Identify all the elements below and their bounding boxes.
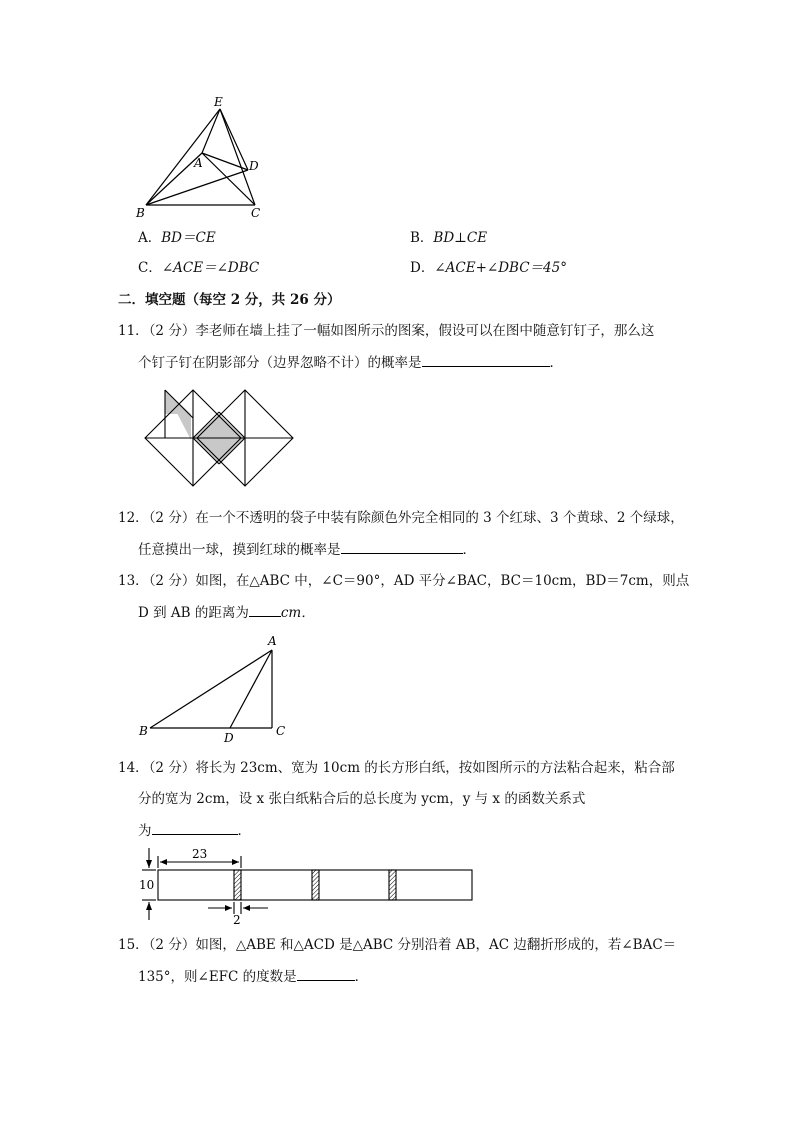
question-score: （2 分） bbox=[148, 937, 196, 953]
answer-blank[interactable] bbox=[341, 539, 463, 554]
q14-line1 bbox=[118, 758, 675, 778]
segment-ac bbox=[202, 153, 255, 205]
label-a: A bbox=[268, 634, 277, 648]
option-text: ∠ACE＝∠DBC bbox=[161, 260, 260, 276]
question-text: 任意摸出一球，摸到红球的概率是 bbox=[138, 542, 341, 558]
option-text: BD⊥CE bbox=[433, 230, 488, 246]
option-letter: C． bbox=[138, 260, 162, 276]
option-text: ∠ACE+∠DBC＝45° bbox=[434, 260, 567, 276]
answer-blank[interactable] bbox=[249, 602, 281, 617]
q12-line1 bbox=[118, 508, 684, 528]
segment-bd bbox=[146, 170, 248, 205]
label-a: A bbox=[194, 156, 203, 170]
answer-blank[interactable] bbox=[422, 352, 550, 367]
question-text: 李老师在墙上挂了一幅如图所示的图案，假设可以在图中随意钉钉子，那么这 bbox=[195, 323, 655, 339]
q14-figure bbox=[136, 846, 481, 926]
question-end: ． bbox=[237, 823, 251, 839]
question-number: 14． bbox=[118, 760, 149, 776]
section-heading: 二．填空题（每空 2 分，共 26 分） bbox=[118, 292, 341, 308]
q13-figure bbox=[136, 634, 296, 744]
option-text: BD＝CE bbox=[161, 230, 216, 246]
question-text: 为 bbox=[138, 823, 152, 839]
label-e: E bbox=[214, 95, 223, 109]
label-b: B bbox=[139, 724, 148, 738]
segment-ec bbox=[220, 109, 255, 205]
question-number: 15． bbox=[118, 937, 149, 953]
arrowhead bbox=[160, 859, 167, 865]
question-end: ． bbox=[462, 542, 476, 558]
q13-line2 bbox=[138, 602, 315, 623]
arrowhead bbox=[146, 860, 152, 868]
segment-ea bbox=[202, 109, 220, 153]
width-label: 10 bbox=[139, 878, 155, 892]
q10-option-c[interactable] bbox=[138, 258, 259, 278]
overlap-3 bbox=[389, 870, 396, 900]
q14-line2 bbox=[138, 789, 585, 809]
segment-be bbox=[146, 109, 220, 205]
answer-blank[interactable] bbox=[297, 966, 355, 981]
question-text: 个钉子钉在阴影部分（边界忽略不计）的概率是 bbox=[138, 355, 422, 371]
question-text: D 到 AB 的距离为 bbox=[138, 605, 249, 621]
question-unit: cm． bbox=[280, 605, 315, 621]
question-text: 将长为 23cm、宽为 10cm 的长方形白纸，按如图所示的方法粘合起来，粘合部 bbox=[195, 760, 675, 776]
label-c: C bbox=[251, 206, 261, 220]
arrowhead bbox=[232, 859, 239, 865]
q14-line3 bbox=[138, 820, 251, 841]
option-letter: A． bbox=[138, 230, 162, 246]
q10-option-a[interactable] bbox=[138, 228, 216, 248]
segment-ad bbox=[230, 650, 272, 728]
label-d: D bbox=[224, 731, 234, 745]
question-text: 如图，在△ABC 中，∠C＝90°，AD 平分∠BAC，BC＝10cm，BD＝7cm，则点 bbox=[195, 573, 690, 589]
q10-option-b[interactable] bbox=[410, 228, 487, 248]
question-number: 11． bbox=[118, 323, 149, 339]
overlap-1 bbox=[234, 870, 241, 900]
question-end: ． bbox=[549, 355, 563, 371]
q15-line1 bbox=[118, 935, 676, 955]
option-letter: D． bbox=[410, 260, 435, 276]
question-text: 135°，则∠EFC 的度数是 bbox=[138, 969, 297, 985]
question-text: 分的宽为 2cm，设 x 张白纸粘合后的总长度为 ycm，y 与 x 的函数关系式 bbox=[138, 791, 586, 807]
label-d: D bbox=[249, 159, 259, 173]
option-letter: B． bbox=[410, 230, 434, 246]
q10-option-d[interactable] bbox=[410, 258, 567, 278]
arrowhead bbox=[146, 902, 152, 910]
arrowhead bbox=[225, 905, 232, 911]
length-label: 23 bbox=[192, 847, 208, 861]
overlap-2 bbox=[312, 870, 319, 900]
q11-line2 bbox=[138, 352, 563, 373]
question-number: 13． bbox=[118, 573, 149, 589]
question-score: （2 分） bbox=[148, 573, 196, 589]
question-text: 如图，△ABE 和△ACD 是△ABC 分别沿着 AB，AC 边翻折形成的，若∠BAC＝ bbox=[195, 937, 677, 953]
overlap-label: 2 bbox=[233, 913, 241, 927]
q13-line1 bbox=[118, 571, 689, 591]
answer-blank[interactable] bbox=[152, 820, 238, 835]
question-score: （2 分） bbox=[148, 510, 196, 526]
segment-ba bbox=[150, 650, 272, 728]
label-c: C bbox=[276, 724, 286, 738]
question-number: 12． bbox=[118, 510, 149, 526]
question-score: （2 分） bbox=[148, 323, 196, 339]
q10-figure bbox=[130, 95, 280, 225]
question-score: （2 分） bbox=[148, 760, 196, 776]
q11-figure bbox=[143, 388, 295, 488]
q11-line1 bbox=[118, 321, 654, 341]
q12-line2 bbox=[138, 539, 476, 560]
question-text: 在一个不透明的袋子中装有除颜色外完全相同的 3 个红球、3 个黄球、2 个绿球， bbox=[195, 510, 684, 526]
question-end: ． bbox=[354, 969, 369, 985]
label-b: B bbox=[136, 206, 145, 220]
arrowhead bbox=[243, 905, 250, 911]
q15-line2 bbox=[138, 966, 368, 987]
